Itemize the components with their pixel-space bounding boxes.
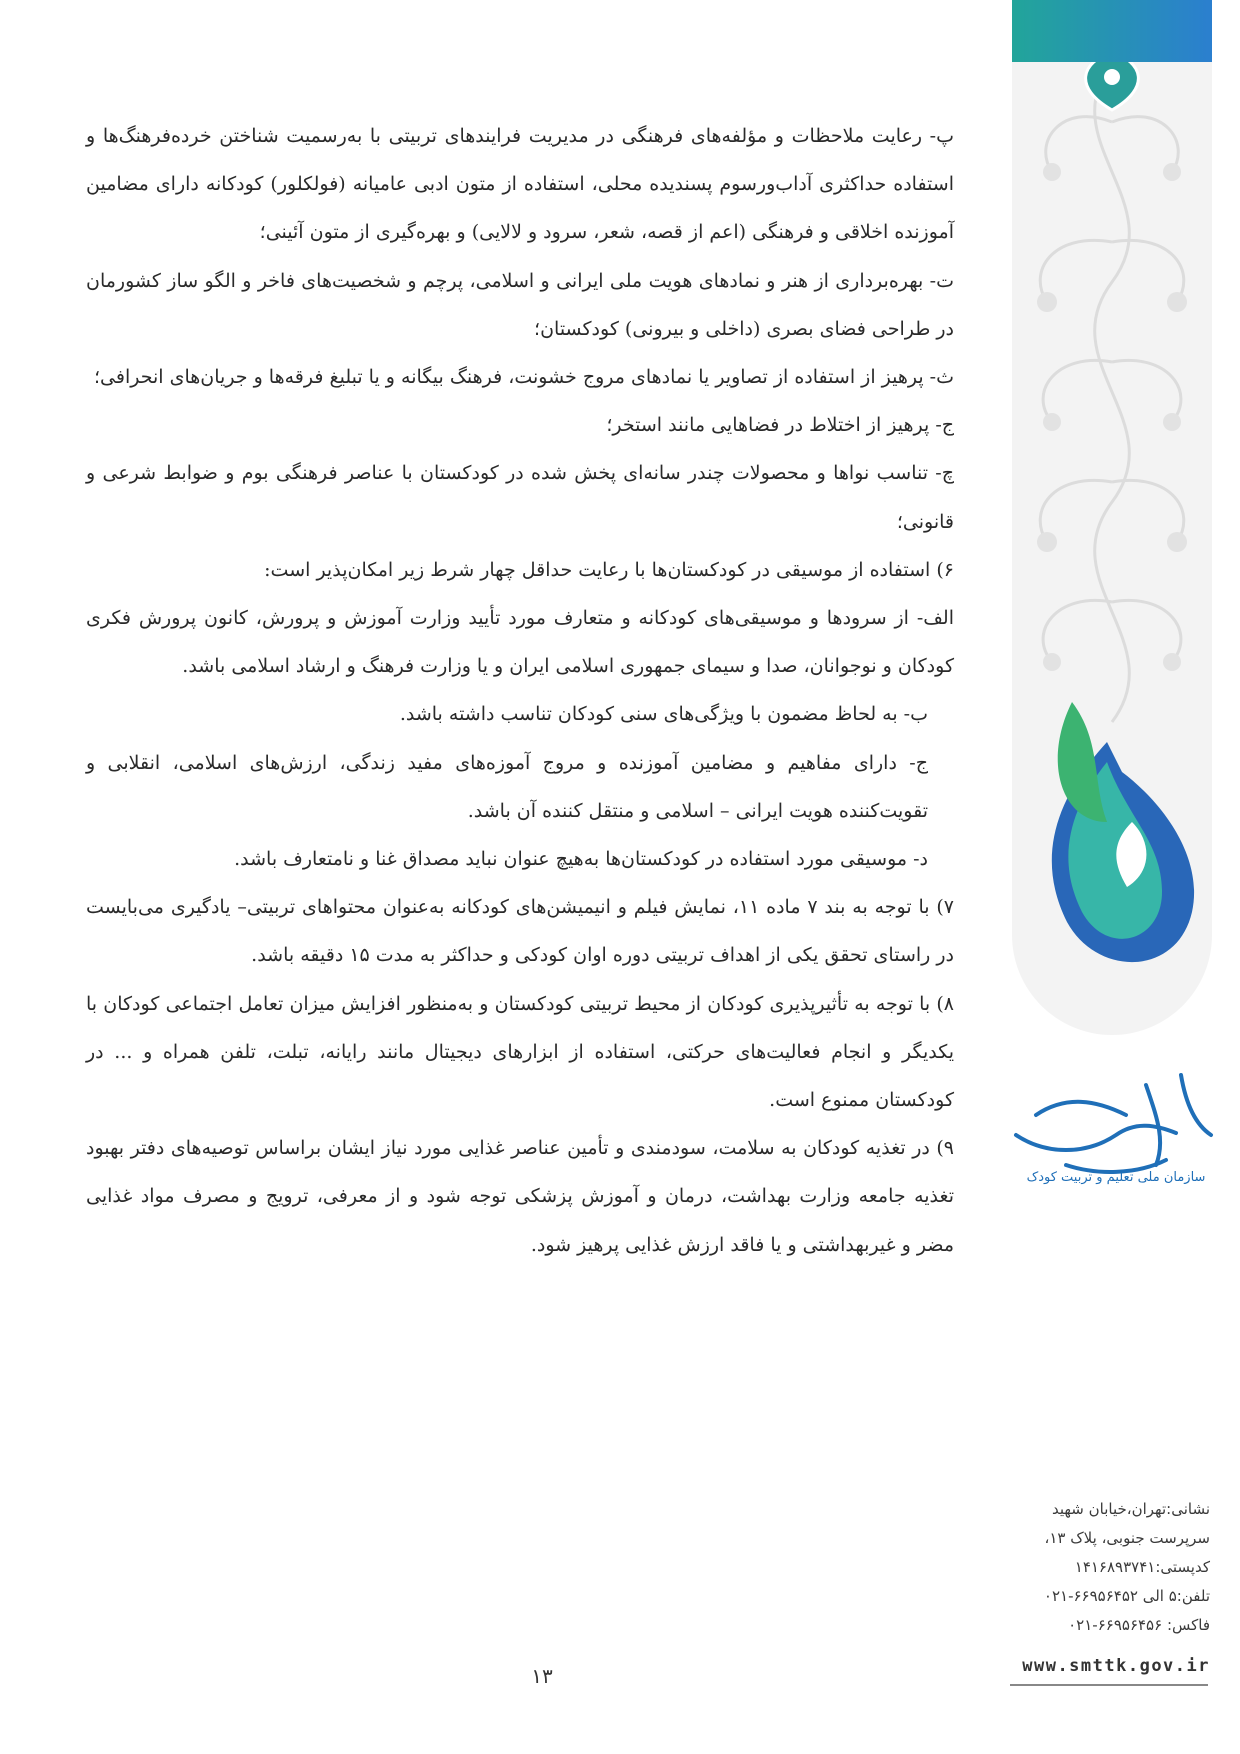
address-block <box>1010 1495 1210 1640</box>
paragraph-jim-2: ج- دارای مفاهیم و مضامین آموزنده و مروج آموزه‌های مفید زندگی، ارزش‌های اسلامی، انقلابی و تقویت‌کننده هویت ایرانی – اسلامی و منتقل کننده آن باشد. <box>86 751 928 822</box>
side-decorative-band <box>1012 0 1212 1035</box>
paragraph-dal: د- موسیقی مورد استفاده در کودکستان‌ها به‌هیچ عنوان نباید مصداق غنا و نامتعارف باشد. <box>234 848 928 871</box>
paragraph-che: چ- تناسب نواها و محصولات چندر سانه‌ای پخش شده در کودکستان با عناصر فرهنگی بوم و ضوابط شرعی و قانونی؛ <box>86 462 954 533</box>
floral-ornament-icon <box>1012 62 1212 1035</box>
paragraph-se: ث- پرهیز از استفاده از تصاویر یا نمادهای مروج خشونت، فرهنگ بیگانه و یا تبلیغ فرقه‌ها و جریان‌های انحرافی؛ <box>94 366 954 389</box>
logo-icon <box>1052 702 1194 962</box>
paragraph-alef: الف- از سرودها و موسیقی‌های کودکانه و متعارف مورد تأیید وزارت آموزش و پرورش، کانون پرورش فکری کودکان و نوجوانان، صدا و سیمای جمهوری اسلامی ایران و یا وزارت فرهنگ و ارشاد اسلامی باشد. <box>86 607 954 678</box>
paragraph-item-9: ۹) در تغذیه کودکان به سلامت، سودمندی و تأمین عناصر غذایی مورد نیاز ایشان براساس توصیه‌های دفتر بهبود تغذیه جامعه وزارت بهداشت، درمان و آموزش پزشکی توجه شود و از معرفی، ترویج و مصرف مواد غذایی مضر و غیربهداشتی و یا فاقد ارزش غذایی پرهیز شود. <box>86 1137 954 1256</box>
paragraph-item-6: ۶) استفاده از موسیقی در کودکستان‌ها با رعایت حداقل چهار شرط زیر امکان‌پذیر است: <box>264 558 954 581</box>
paragraph-item-7: ۷) با توجه به بند ۷ ماده ۱۱، نمایش فیلم و انیمیشن‌های کودکانه به‌عنوان محتواهای تربیتی– یادگیری می‌بایست در راستای تحقق یکی از اهداف تربیتی دوره اوان کودکی و حداکثر به مدت ۱۵ دقیقه باشد. <box>86 896 954 967</box>
paragraph-te: ت- بهره‌برداری از هنر و نمادهای هویت ملی ایرانی و اسلامی، پرچم و شخصیت‌های فاخر و الگو ساز کشورمان در طراحی فضای بصری (داخلی و بیرونی) کودکستان؛ <box>86 269 954 340</box>
phone-line: تلفن:۵ الی ۶۶۹۵۶۴۵۲-۰۲۱ <box>1043 1587 1210 1605</box>
paragraph-jim: ج- پرهیز از اختلاط در فضاهایی مانند استخر؛ <box>606 414 954 437</box>
org-name-calligraphy <box>1006 1055 1226 1185</box>
address-line: سرپرست جنوبی، پلاک ۱۳، <box>1044 1529 1210 1547</box>
document-body <box>86 112 954 1269</box>
paragraph-be: ب- به لحاظ مضمون با ویژگی‌های سنی کودکان تناسب داشته باشد. <box>399 703 928 726</box>
postal-code-line: کدپستی:۱۴۱۶۸۹۳۷۴۱ <box>1074 1558 1210 1576</box>
page-number: ۱۳ <box>531 1664 553 1688</box>
band-header <box>1012 0 1212 62</box>
org-name-text: سازمان ملی تعلیم و تربیت کودک <box>1026 1170 1206 1185</box>
address-line: نشانی:تهران،خیابان شهید <box>1051 1500 1210 1518</box>
fax-line: فاکس: ۶۶۹۵۶۴۵۶-۰۲۱ <box>1068 1616 1210 1634</box>
paragraph-pe: پ- رعایت ملاحظات و مؤلفه‌های فرهنگی در مدیریت فرایندهای تربیتی با به‌رسمیت شناختن خرده‌فرهنگ‌ها و استفاده حداکثری آداب‌ورسوم پسندیده محلی، استفاده از متون ادبی عامیانه (فولکلور) کودکانه دارای مضامین آموزنده اخلاقی و فرهنگی (اعم از قصه، شعر، سرود و لالایی) و بهره‌گیری از متون آئینی؛ <box>86 125 954 244</box>
website-link[interactable]: www.smttk.gov.ir <box>1022 1656 1210 1676</box>
band-frame <box>1012 62 1212 1035</box>
divider <box>1010 1684 1208 1686</box>
paragraph-item-8: ۸) با توجه به تأثیرپذیری کودکان از محیط تربیتی کودکستان و به‌منظور افزایش میزان تعامل اجتماعی کودکان با یکدیگر و انجام فعالیت‌های حرکتی، استفاده از ابزارهای دیجیتال مانند رایانه، تبلت، تلفن همراه و ... در کودکستان ممنوع است. <box>86 992 954 1112</box>
